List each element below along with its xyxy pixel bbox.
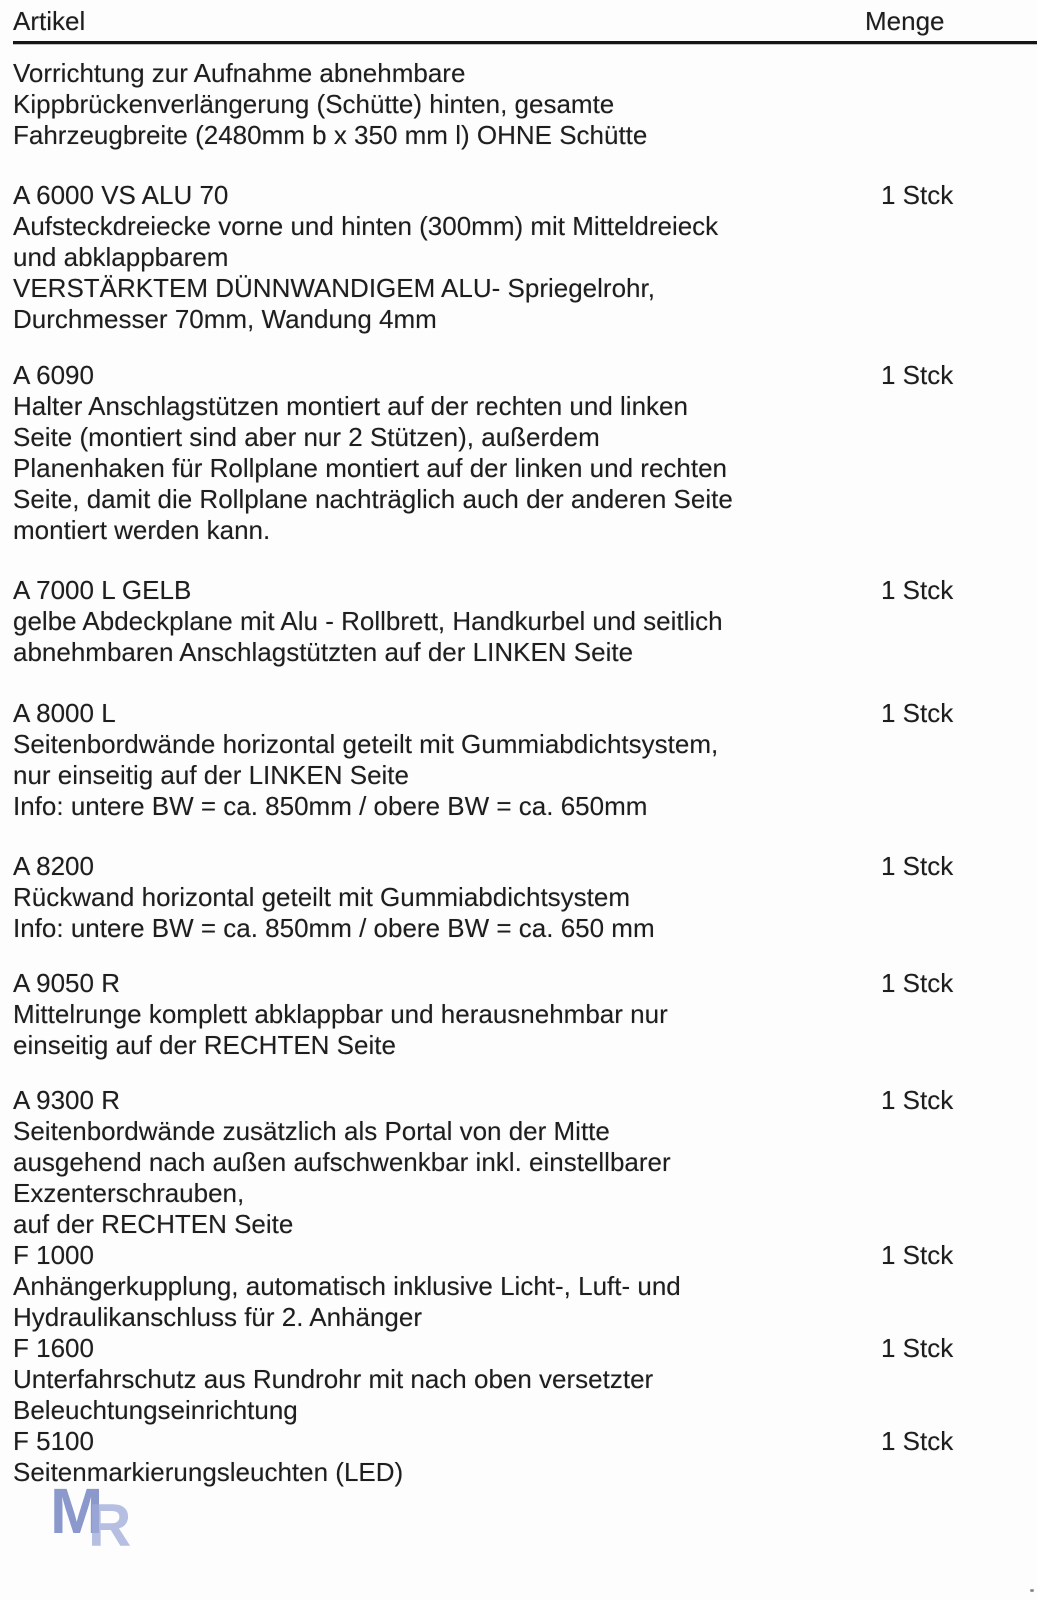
article-head-row (13, 851, 1037, 882)
article-desc-line: VERSTÄRKTEM DÜNNWANDIGEM ALU- Spriegelrohr, (13, 273, 655, 303)
article-item (13, 180, 1037, 335)
article-desc-line: Aufsteckdreiecke vorne und hinten (300mm) mit Mitteldreieck (13, 211, 719, 241)
article-code: A 9050 R (13, 968, 120, 998)
table-header-row (13, 6, 1037, 37)
article-desc-line: auf der RECHTEN Seite (13, 1209, 294, 1239)
article-head-row (13, 968, 1037, 999)
article-code: F 5100 (13, 1426, 94, 1456)
article-desc-line: Seitenbordwände zusätzlich als Portal von der Mitte (13, 1116, 610, 1146)
article-desc-line: Info: untere BW = ca. 850mm / obere BW = ca. 650 mm (13, 913, 655, 943)
article-item (13, 1085, 1037, 1240)
article-code: F 1600 (13, 1333, 94, 1363)
article-desc-line: Unterfahrschutz aus Rundrohr mit nach oben versetzter (13, 1364, 654, 1394)
article-desc-line: Info: untere BW = ca. 850mm / obere BW = ca. 650mm (13, 791, 648, 821)
article-desc-line: Exzenterschrauben, (13, 1178, 245, 1208)
article-desc-line: Mittelrunge komplett abklappbar und herausnehmbar nur (13, 999, 668, 1029)
watermark-letter-m: M (50, 1475, 104, 1547)
article-desc-line: und abklappbarem (13, 242, 229, 272)
article-head-row (13, 1240, 1037, 1271)
article-code: A 6000 VS ALU 70 (13, 180, 229, 210)
article-quantity: 1 Stck (881, 1240, 954, 1270)
article-quantity: 1 Stck (881, 698, 954, 728)
article-code: A 7000 L GELB (13, 575, 192, 605)
article-code: A 9300 R (13, 1085, 120, 1115)
article-quantity: 1 Stck (881, 575, 954, 605)
article-desc-line: gelbe Abdeckplane mit Alu - Rollbrett, Handkurbel und seitlich (13, 606, 723, 636)
column-header-menge: Menge (865, 6, 945, 36)
article-desc-line: Seite, damit die Rollplane nachträglich auch der anderen Seite (13, 484, 733, 514)
article-code: A 8000 L (13, 698, 116, 728)
column-header-artikel: Artikel (13, 6, 86, 36)
watermark-letter-r: R (88, 1492, 132, 1559)
article-code: A 6090 (13, 360, 94, 390)
article-head-row (13, 180, 1037, 211)
article-head-row (13, 1333, 1037, 1364)
header-divider-rule (13, 41, 1037, 44)
article-item (13, 698, 1037, 822)
article-desc-line: einseitig auf der RECHTEN Seite (13, 1030, 396, 1060)
intro-line: Vorrichtung zur Aufnahme abnehmbare (13, 58, 466, 88)
article-code: F 1000 (13, 1240, 94, 1270)
article-desc-line: Durchmesser 70mm, Wandung 4mm (13, 304, 437, 334)
article-item (13, 1240, 1037, 1333)
article-item (13, 968, 1037, 1061)
article-quantity: 1 Stck (881, 360, 954, 390)
article-desc-line: nur einseitig auf der LINKEN Seite (13, 760, 409, 790)
article-item (13, 360, 1037, 546)
article-desc-line: Halter Anschlagstützen montiert auf der rechten und linken (13, 391, 688, 421)
article-desc-line: Seitenmarkierungsleuchten (LED) (13, 1457, 404, 1487)
article-quantity: 1 Stck (881, 851, 954, 881)
article-item (13, 1426, 1037, 1488)
article-desc-line: abnehmbaren Anschlagstützten auf der LINKEN Seite (13, 637, 634, 667)
article-quantity: 1 Stck (881, 1085, 954, 1115)
article-desc-line: Rückwand horizontal geteilt mit Gummiabdichtsystem (13, 882, 631, 912)
article-head-row (13, 698, 1037, 729)
article-head-row (13, 360, 1037, 391)
article-item (13, 575, 1037, 668)
article-quantity: 1 Stck (881, 180, 954, 210)
article-quantity: 1 Stck (881, 1333, 954, 1363)
intro-paragraph (13, 58, 1037, 151)
article-head-row (13, 1426, 1037, 1457)
article-desc-line: Seitenbordwände horizontal geteilt mit Gummiabdichtsystem, (13, 729, 719, 759)
article-desc-line: Beleuchtungseinrichtung (13, 1395, 298, 1425)
article-head-row (13, 1085, 1037, 1116)
scan-speckle (1030, 1589, 1034, 1592)
article-head-row (13, 575, 1037, 606)
article-desc-line: Planenhaken für Rollplane montiert auf der linken und rechten (13, 453, 728, 483)
article-desc-line: Hydraulikanschluss für 2. Anhänger (13, 1302, 423, 1332)
document-content (13, 6, 1037, 1488)
article-desc-line: montiert werden kann. (13, 515, 271, 545)
intro-line: Kippbrückenverlängerung (Schütte) hinten, gesamte (13, 89, 615, 119)
article-desc-line: Seite (montiert sind aber nur 2 Stützen), außerdem (13, 422, 600, 452)
article-quantity: 1 Stck (881, 1426, 954, 1456)
article-desc-line: ausgehend nach außen aufschwenkbar inkl. einstellbarer (13, 1147, 671, 1177)
article-desc-line: Anhängerkupplung, automatisch inklusive Licht-, Luft- und (13, 1271, 681, 1301)
intro-line: Fahrzeugbreite (2480mm b x 350 mm l) OHNE Schütte (13, 120, 648, 150)
article-code: A 8200 (13, 851, 94, 881)
article-quantity: 1 Stck (881, 968, 954, 998)
article-item (13, 851, 1037, 944)
article-item (13, 1333, 1037, 1426)
